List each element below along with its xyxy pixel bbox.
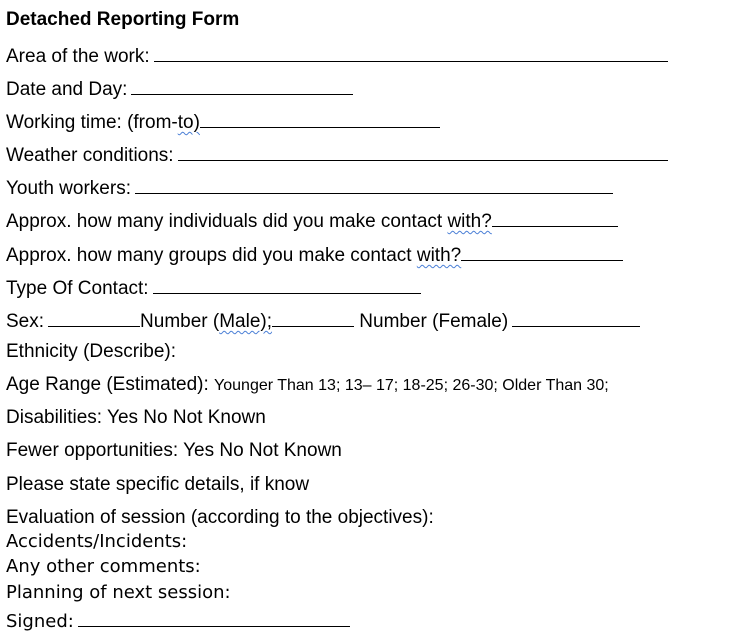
sex-row [6,308,640,333]
working-time-row [6,109,440,134]
number-male-word: Male); [219,311,273,332]
type-of-contact-label: Type Of Contact: [6,278,149,299]
number-female-field[interactable] [512,308,640,327]
groups-label: Approx. how many groups did you make contact [6,245,417,266]
date-day-row [6,76,353,101]
age-range-label: Age Range (Estimated): [6,374,209,395]
sex-label: Sex: [6,311,45,332]
groups-with-label: with? [416,245,462,266]
sex-field[interactable] [48,308,140,327]
groups-field[interactable] [461,242,623,261]
number-male-field[interactable] [272,308,354,327]
area-of-work-field[interactable] [154,43,668,62]
signed-row [6,608,350,632]
disabilities-line: Disabilities: Yes No Not Known [6,407,266,428]
planning-line: Planning of next session: [6,582,231,603]
comments-line: Any other comments: [6,556,201,577]
form-title: Detached Reporting Form [6,9,240,30]
ethnicity-label: Ethnicity (Describe): [6,341,176,362]
evaluation-line: Evaluation of session (according to the objectives): [6,507,434,528]
area-of-work-row [6,43,668,68]
number-male-label: Number ( [140,311,220,332]
type-of-contact-row [6,275,421,300]
date-day-label: Date and Day: [6,79,128,100]
working-time-field[interactable] [200,109,440,128]
youth-workers-field[interactable] [135,175,613,194]
area-of-work-label: Area of the work: [6,46,150,67]
weather-row [6,142,668,167]
individuals-field[interactable] [492,208,618,227]
date-day-field[interactable] [131,76,353,95]
individuals-label: Approx. how many individuals did you make contact [6,211,448,232]
individuals-row [6,208,618,233]
fewer-opportunities-line: Fewer opportunities: Yes No Not Known [6,440,342,461]
signature-field[interactable] [78,608,350,627]
working-time-label: Working time: (from- [6,112,178,133]
working-time-to-label: to) [177,112,200,133]
type-of-contact-field[interactable] [153,275,421,294]
weather-field[interactable] [178,142,668,161]
individuals-with-label: with? [447,211,492,232]
groups-row [6,242,623,267]
number-female-label: Number (Female) [359,311,509,332]
specific-details-line: Please state specific details, if know [6,474,310,495]
accidents-line: Accidents/Incidents: [6,531,188,552]
youth-workers-row [6,175,613,200]
youth-workers-label: Youth workers: [6,178,131,199]
signed-label: Signed: [6,611,74,632]
age-range-row [6,374,609,397]
age-range-options: Younger Than 13; 13– 17; 18-25; 26-30; Older Than 30; [214,377,609,394]
weather-label: Weather conditions: [6,145,174,166]
